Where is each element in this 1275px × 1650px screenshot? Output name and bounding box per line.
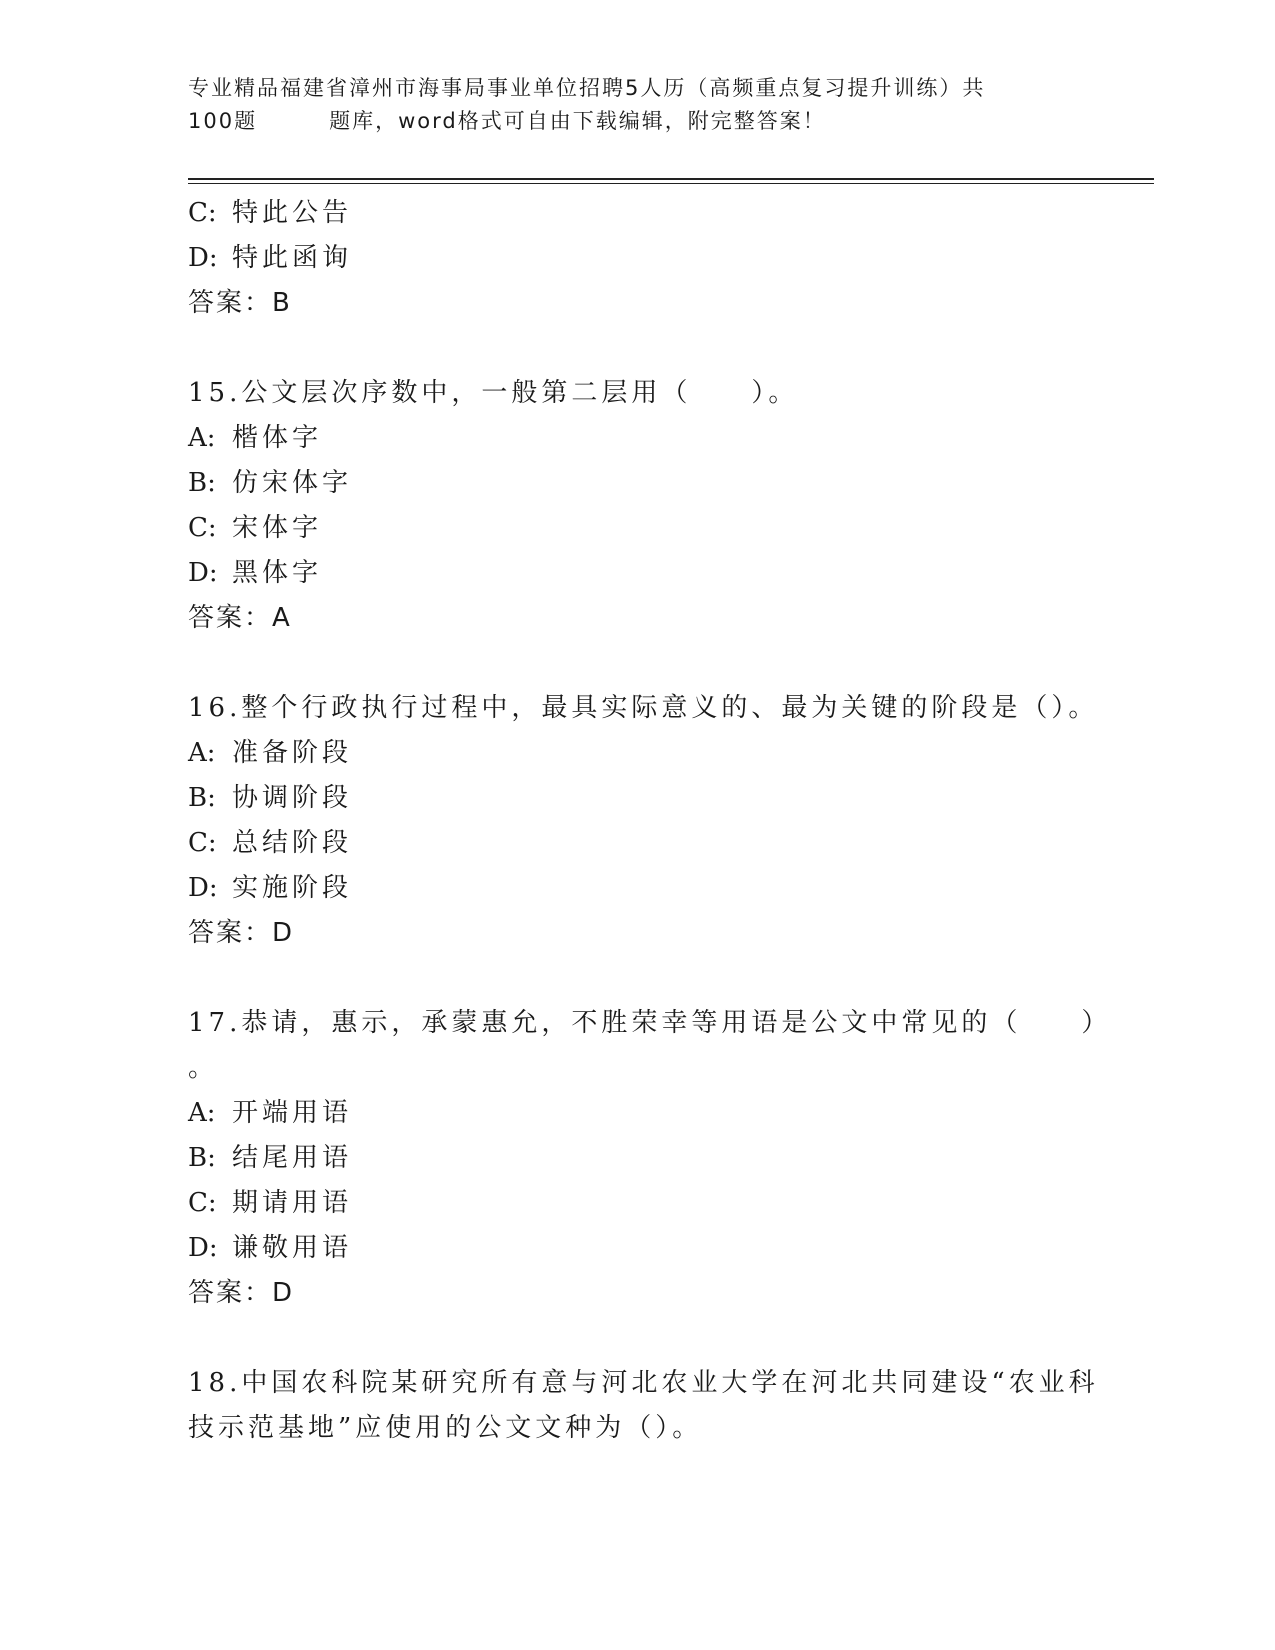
option-letter: C: [188,198,217,228]
option-text: 准备阶段 [232,738,353,768]
option-text: 特此函询 [232,243,353,273]
option-text: 黑体字 [232,558,323,588]
option-letter: B: [188,468,216,498]
q15-answer: 答案：A [188,603,292,633]
q16-option-d [188,867,352,904]
q17-stem-line-1: 17.恭请，惠示，承蒙惠允，不胜荣幸等用语是公文中常见的（ ） [188,1008,1112,1038]
q14-option-d [188,237,352,274]
option-letter: C: [188,1188,217,1218]
option-text: 谦敬用语 [232,1233,353,1263]
header-rule-thin [188,183,1154,184]
option-text: 特此公告 [232,198,353,228]
option-letter: A: [188,1098,216,1128]
q16-stem: 16.整个行政执行过程中，最具实际意义的、最为关键的阶段是（）。 [188,693,1099,723]
option-text: 实施阶段 [232,873,353,903]
option-text: 期请用语 [232,1188,353,1218]
option-text: 开端用语 [232,1098,353,1128]
header-rule-thick [188,178,1154,180]
q14-answer: 答案：B [188,288,292,318]
q16-option-a [188,732,352,769]
q17-option-b [188,1137,352,1174]
q17-stem-line-2: 。 [188,1053,219,1083]
q17-option-d [188,1227,352,1264]
option-letter: D: [188,243,218,273]
option-text: 楷体字 [232,423,323,453]
q16-answer: 答案：D [188,918,295,948]
q18-stem-line-2: 技示范基地”应使用的公文文种为（）。 [188,1413,703,1443]
option-text: 总结阶段 [232,828,353,858]
q17-answer: 答案：D [188,1278,295,1308]
header-description: 题库，word格式可自由下载编辑，附完整答案！ [329,109,826,133]
option-text: 宋体字 [232,513,323,543]
option-letter: A: [188,423,216,453]
option-letter: A: [188,738,216,768]
q15-option-a [188,417,322,454]
q15-stem: 15.公文层次序数中，一般第二层用（ ）。 [188,378,799,408]
option-text: 结尾用语 [232,1143,353,1173]
option-letter: C: [188,828,217,858]
q16-option-b [188,777,352,814]
q15-option-b [188,462,352,499]
header-count: 100题 [188,109,258,133]
header-line-2 [188,105,1088,138]
option-text: 仿宋体字 [232,468,353,498]
q15-option-d [188,552,322,589]
q16-option-c [188,822,352,859]
option-text: 协调阶段 [232,783,353,813]
document-header [188,72,1088,138]
option-letter: D: [188,873,218,903]
option-letter: D: [188,558,218,588]
option-letter: B: [188,1143,216,1173]
header-line-1: 专业精品福建省漳州市海事局事业单位招聘5人历（高频重点复习提升训练）共 [188,76,986,100]
option-letter: D: [188,1233,218,1263]
q14-option-c [188,192,352,229]
q15-option-c [188,507,322,544]
option-letter: C: [188,513,217,543]
q18-stem-line-1: 18.中国农科院某研究所有意与河北农业大学在河北共同建设“农业科 [188,1368,1099,1398]
q17-option-a [188,1092,352,1129]
option-letter: B: [188,783,216,813]
q17-option-c [188,1182,352,1219]
